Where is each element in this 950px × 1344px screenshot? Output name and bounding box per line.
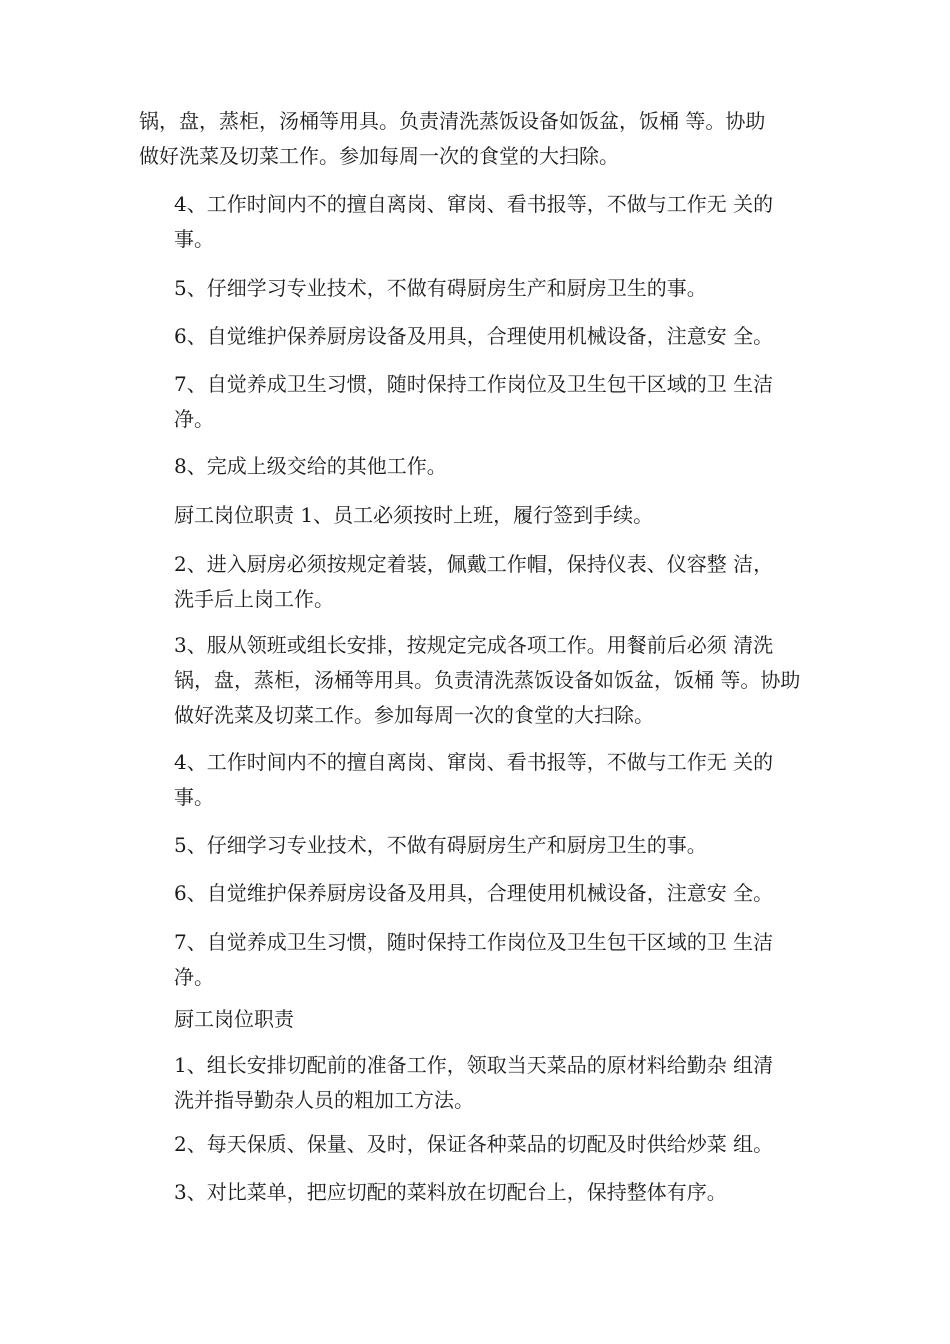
paragraph-line: 4、工作时间内不的擅自离岗、窜岗、看书报等，不做与工作无 关的 (174, 750, 774, 774)
paragraph-line: 7、自觉养成卫生习惯，随时保持工作岗位及卫生包干区域的卫 生洁 (174, 372, 774, 396)
paragraph-line: 6、自觉维护保养厨房设备及用具，合理使用机械设备，注意安 全。 (174, 324, 774, 348)
paragraph-item-4 (139, 745, 839, 815)
paragraph-line: 1、组长安排切配前的准备工作，领取当天菜品的原材料给勤杂 组清 (174, 1053, 774, 1077)
paragraph-line: 7、自觉养成卫生习惯，随时保持工作岗位及卫生包干区域的卫 生洁 (174, 930, 774, 954)
paragraph-line: 4、工作时间内不的擅自离岗、窜岗、看书报等，不做与工作无 关的 (174, 192, 774, 216)
paragraph-line: 3、服从领班或组长安排，按规定完成各项工作。用餐前后必须 清洗 (174, 633, 774, 657)
paragraph-line: 5、仔细学习专业技术，不做有碍厨房生产和厨房卫生的事。 (174, 276, 707, 300)
paragraph-line: 洗并指导勤杂人员的粗加工方法。 (174, 1088, 474, 1112)
paragraph-item-5 (139, 271, 839, 306)
paragraph-line: 锅，盘，蒸柜，汤桶等用具。负责清洗蒸饭设备如饭盆，饭桶 等。协助 (139, 109, 766, 133)
paragraph-item-8 (139, 449, 839, 484)
paragraph-line: 洗手后上岗工作。 (174, 587, 334, 611)
paragraph-item-1 (139, 1048, 839, 1118)
paragraph-item-5 (139, 828, 839, 863)
paragraph-item-4 (139, 187, 839, 257)
paragraph-item-7 (139, 925, 839, 995)
paragraph-continuation (139, 104, 839, 174)
paragraph-item-7 (139, 367, 839, 437)
paragraph-line: 2、每天保质、保量、及时，保证各种菜品的切配及时供给炒菜 组。 (174, 1132, 774, 1156)
paragraph-line: 做好洗菜及切菜工作。参加每周一次的食堂的大扫除。 (174, 703, 654, 727)
paragraph-line: 厨工岗位职责 1、员工必须按时上班，履行签到手续。 (174, 503, 654, 527)
paragraph-item-3 (139, 1175, 839, 1210)
paragraph-line: 净。 (174, 965, 214, 989)
paragraph-line: 事。 (174, 227, 214, 251)
paragraph-item-2 (139, 547, 839, 617)
paragraph-item-6 (139, 876, 839, 911)
paragraph-line: 厨工岗位职责 (174, 1007, 294, 1031)
paragraph-line: 2、进入厨房必须按规定着装，佩戴工作帽，保持仪表、仪容整 洁， (174, 552, 774, 576)
paragraph-line: 事。 (174, 785, 214, 809)
paragraph-line: 3、对比菜单，把应切配的菜料放在切配台上，保持整体有序。 (174, 1180, 727, 1204)
paragraph-line: 6、自觉维护保养厨房设备及用具，合理使用机械设备，注意安 全。 (174, 881, 774, 905)
paragraph-line: 8、完成上级交给的其他工作。 (174, 454, 447, 478)
paragraph-item-2 (139, 1127, 839, 1162)
paragraph-line: 净。 (174, 407, 214, 431)
paragraph-line: 做好洗菜及切菜工作。参加每周一次的食堂的大扫除。 (139, 144, 619, 168)
paragraph-item-6 (139, 319, 839, 354)
paragraph-line: 5、仔细学习专业技术，不做有碍厨房生产和厨房卫生的事。 (174, 833, 707, 857)
section-heading-inline (139, 498, 839, 533)
paragraph-item-3 (139, 628, 839, 733)
section-heading (139, 1002, 839, 1037)
paragraph-line: 锅，盘，蒸柜，汤桶等用具。负责清洗蒸饭设备如饭盆，饭桶 等。协助 (174, 668, 801, 692)
